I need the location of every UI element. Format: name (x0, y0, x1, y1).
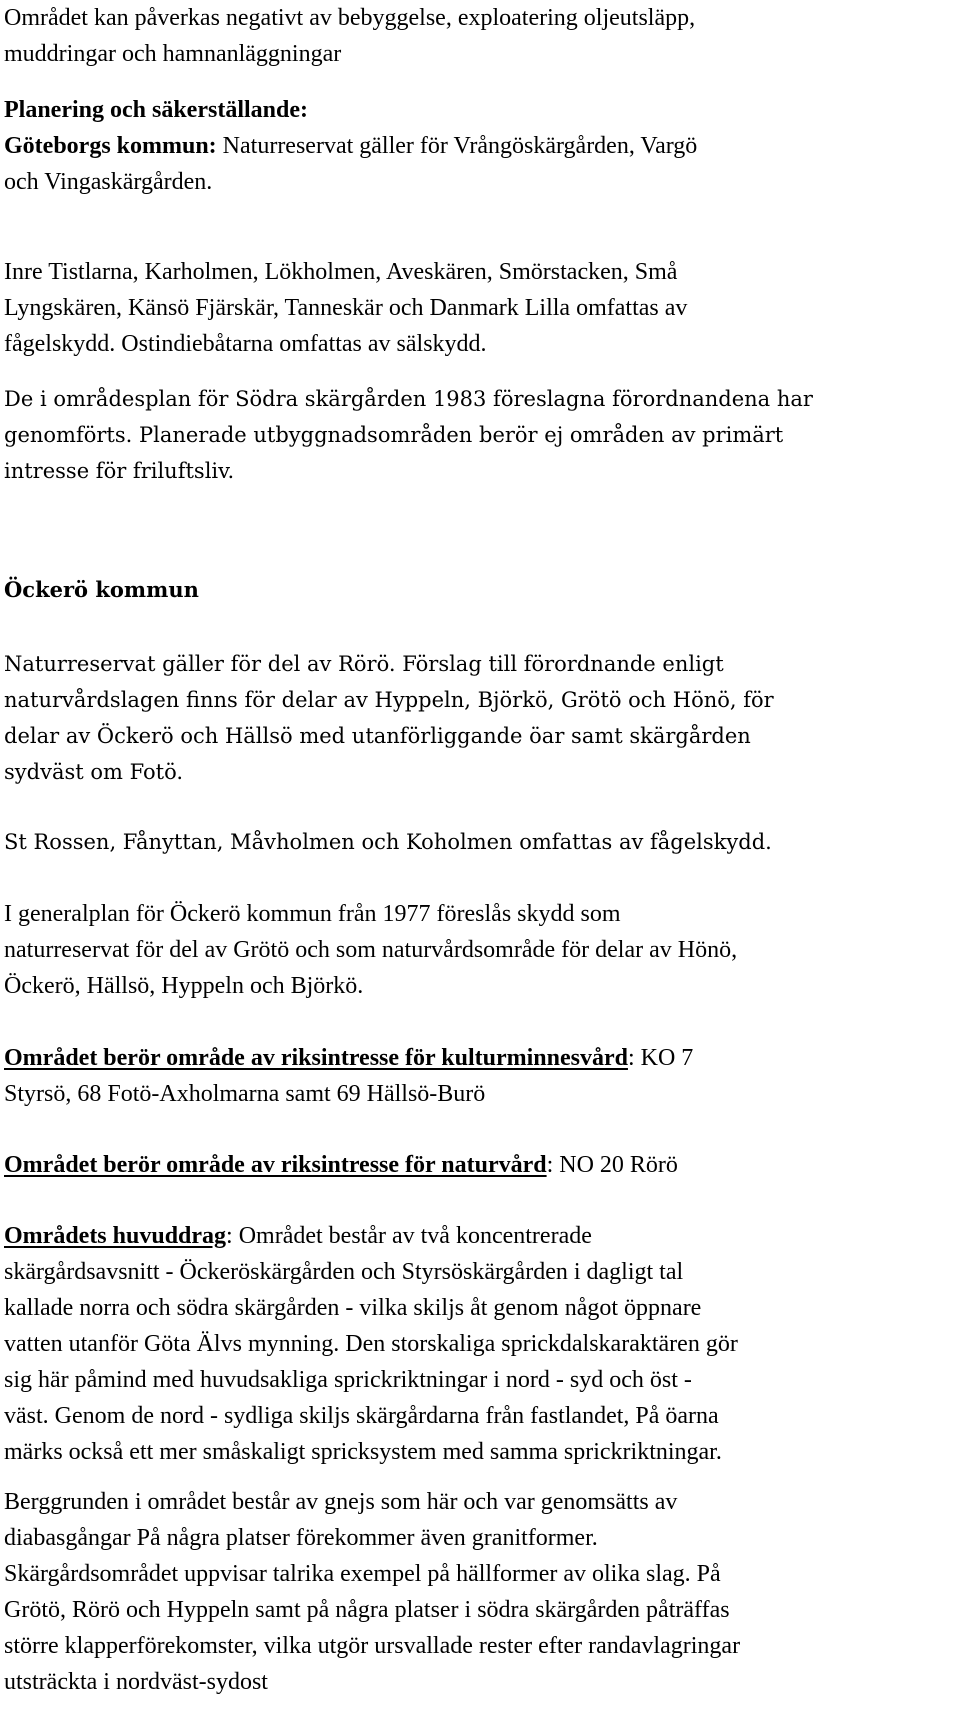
text-fragment: : Området består av två koncentrerade (226, 1223, 592, 1249)
text-fragment: Naturreservat gäller för Vrångöskärgården, Vargö (216, 133, 698, 159)
paragraph-cultural-heritage (4, 1040, 693, 1112)
label-goteborg-kommun: Göteborgs kommun: (4, 133, 217, 159)
text-fragment: : NO 20 Rörö (546, 1152, 678, 1178)
text-line: utsträckta i nordväst-sydost (4, 1669, 268, 1695)
text-line: Naturreservat gäller för del av Rörö. Förslag till förordnande enligt (4, 652, 724, 676)
text-line: fågelskydd. Ostindiebåtarna omfattas av sälskydd. (4, 331, 487, 357)
text-line: väst. Genom de nord - sydliga skiljs skärgårdarna från fastlandet, På öarna (4, 1403, 719, 1429)
text-line: vatten utanför Göta Älvs mynning. Den storskaliga sprickdalskaraktären gör (4, 1331, 738, 1357)
text-line: De i områdesplan för Södra skärgården 1983 föreslagna förordnandena har (4, 387, 813, 411)
heading-planning: Planering och säkerställande: (4, 97, 308, 123)
text-line: Styrsö, 68 Fotö-Axholmarna samt 69 Hällsö-Burö (4, 1081, 486, 1107)
text-line: Skärgårdsområdet uppvisar talrika exempel på hällformer av olika slag. På (4, 1561, 721, 1587)
paragraph-general-plan (4, 896, 737, 1004)
paragraph-goteborg (4, 128, 697, 200)
text-line: Inre Tistlarna, Karholmen, Lökholmen, Aveskären, Smörstacken, Små (4, 259, 678, 285)
paragraph-bird-protection (4, 254, 687, 362)
label-nature-conservation: Området berör område av riksintresse för naturvård (4, 1152, 547, 1178)
label-cultural-heritage: Området berör område av riksintresse för kulturminnesvård (4, 1045, 628, 1071)
text-line: sig här påmind med huvudsakliga sprickriktningar i nord - syd och öst - (4, 1367, 692, 1393)
text-line: märks också ett mer småskaligt spricksystem med samma sprickriktningar. (4, 1439, 722, 1465)
text-line: större klapperförekomster, vilka utgör ursvallade rester efter randavlagringar (4, 1633, 741, 1659)
text-line: naturreservat för del av Grötö och som naturvårdsområde för delar av Hönö, (4, 937, 738, 963)
text-line: delar av Öckerö och Hällsö med utanförliggande öar samt skärgården (4, 724, 751, 748)
text-line: och Vingaskärgården. (4, 169, 213, 195)
text-line: Området kan påverkas negativt av bebyggelse, exploatering oljeutsläpp, (4, 5, 696, 31)
text-line: I generalplan för Öckerö kommun från 1977 föreslås skydd som (4, 901, 621, 927)
text-line: muddringar och hamnanläggningar (4, 41, 342, 67)
text-line: skärgårdsavsnitt - Öckeröskärgården och Styrsöskärgården i dagligt tal (4, 1259, 684, 1285)
text-line: Lyngskären, Känsö Fjärskär, Tanneskär och Danmark Lilla omfattas av (4, 295, 688, 321)
text-line: Öckerö, Hällsö, Hyppeln och Björkö. (4, 973, 364, 999)
text-line: Grötö, Rörö och Hyppeln samt på några platser i södra skärgården påträffas (4, 1597, 730, 1623)
text-line: sydväst om Fotö. (4, 760, 184, 784)
paragraph-nature-conservation (4, 1147, 678, 1183)
paragraph-impact (4, 0, 695, 72)
text-fragment: : KO 7 (627, 1045, 694, 1071)
paragraph-ockero-birds (4, 824, 772, 860)
text-line: kallade norra och södra skärgården - vilka skiljs åt genom något öppnare (4, 1295, 702, 1321)
paragraph-bedrock (4, 1484, 740, 1700)
text-line: diabasgångar På några platser förekommer även granitformer. (4, 1525, 598, 1551)
heading-ockero-kommun: Öckerö kommun (4, 577, 199, 602)
text-line: genomförts. Planerade utbyggnadsområden berör ej områden av primärt (4, 423, 784, 447)
label-main-features: Områdets huvuddrag (4, 1223, 227, 1249)
text-line: naturvårdslagen finns för delar av Hyppeln, Björkö, Grötö och Hönö, för (4, 688, 774, 712)
text-line: Berggrunden i området består av gnejs som här och var genomsätts av (4, 1489, 678, 1515)
paragraph-ockero-reserves (4, 646, 774, 790)
text-line: intresse för friluftsliv. (4, 459, 235, 483)
paragraph-main-features (4, 1218, 738, 1470)
text-line: St Rossen, Fånyttan, Måvholmen och Koholmen omfattas av fågelskydd. (4, 830, 772, 854)
paragraph-area-plan (4, 381, 813, 489)
